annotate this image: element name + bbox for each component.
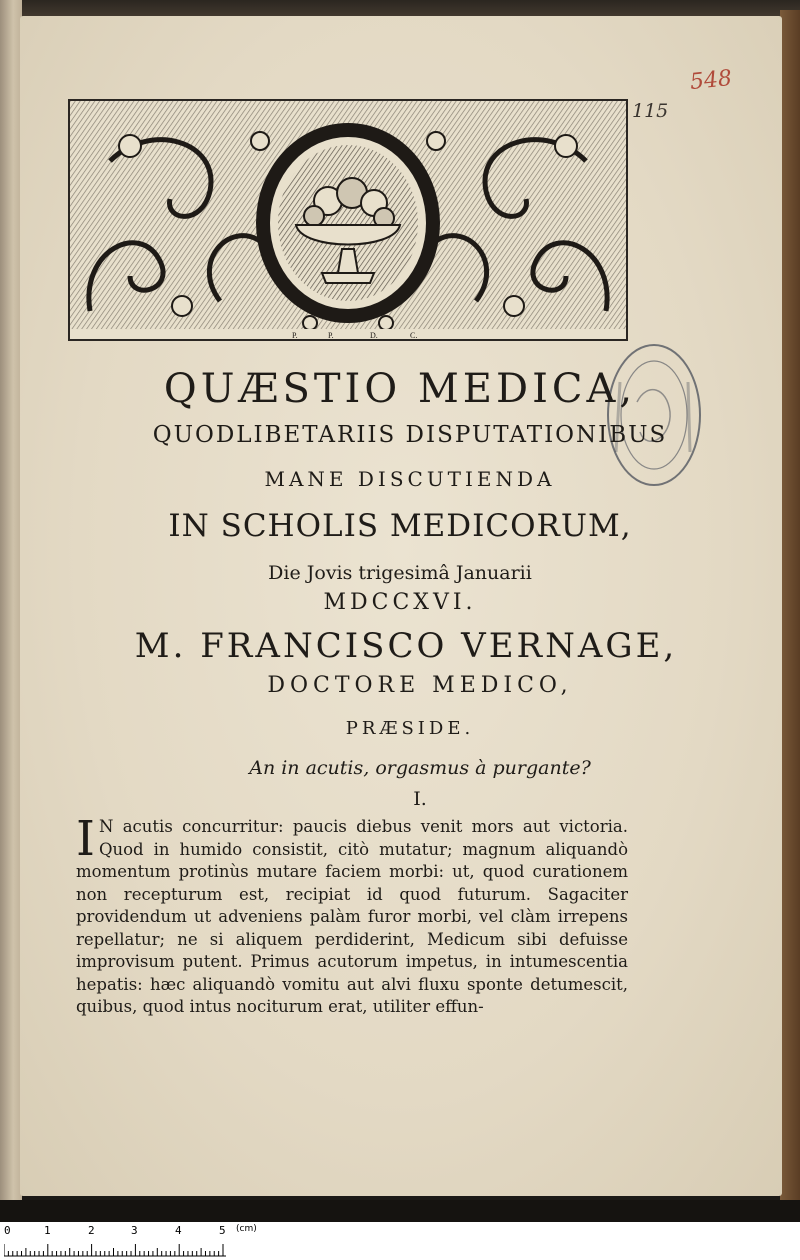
preside-line: PRÆSIDE. [345,718,475,739]
year-line: MDCCXVI. [323,590,477,615]
pencil-number: 548 [688,65,734,96]
body-paragraph [76,811,628,1019]
ruler-label-5: 5 [219,1224,226,1237]
ruler-ticks [4,1238,234,1258]
ruler-label-0: 0 [4,1224,11,1237]
place-line: IN SCHOLIS MEDICORUM, [168,508,632,544]
section-number: I. [413,788,427,810]
scan-bottom-band [0,1200,800,1222]
woodcut-headpiece [68,99,628,341]
title: QUÆSTIO MEDICA, [163,366,637,412]
scan-margin [260,1222,800,1260]
president-title: DOCTORE MEDICO, [267,673,573,698]
scale-ruler [0,1222,260,1260]
question-heading: An in acutis, orgasmus à purgante? [249,757,591,779]
ruler-label-3: 3 [131,1224,138,1237]
ruler-label-2: 2 [88,1224,95,1237]
president-name: M. FRANCISCO VERNAGE, [134,626,678,666]
drop-cap: I [76,811,95,867]
subtitle-discutienda: MANE DISCUTIENDA [264,467,556,491]
body-text: N acutis concurritur: paucis diebus venit mors aut victoria. Quod in humido consistit, citò mutatur; magnum aliquandò momentum protinùs mutare faciem morbi: ut, quod curationem non recepturum est, recipiat id quod futurum. Sagaciter providendum ut adveniens palàm furor morbi, vel clàm irrepens repellatur; ne si aliquem perdiderint, Medicum sibi defuisse improvisum putent. Primus acutorum impetus, in intumescentia hepatis: hæc aliquandò vomitu aut alvi fluxu sponte detumescit, quibus, quod intus nociturum erat, utiliter effun- [76,817,628,1016]
ruler-label-1: 1 [44,1224,51,1237]
date-line: Die Jovis trigesimâ Januarii [268,562,532,584]
svg-text:P.: P. [328,331,334,339]
ruler-unit: (cm) [236,1224,257,1234]
ruler-label-4: 4 [175,1224,182,1237]
floral-ornament-icon [70,101,626,339]
svg-text:D.: D. [370,331,378,339]
subtitle-disputations: QUODLIBETARIIS DISPUTATIONIBUS [152,422,668,448]
folio-number: 115 [632,100,669,122]
svg-text:P.: P. [292,331,298,339]
svg-text:C.: C. [410,331,418,339]
